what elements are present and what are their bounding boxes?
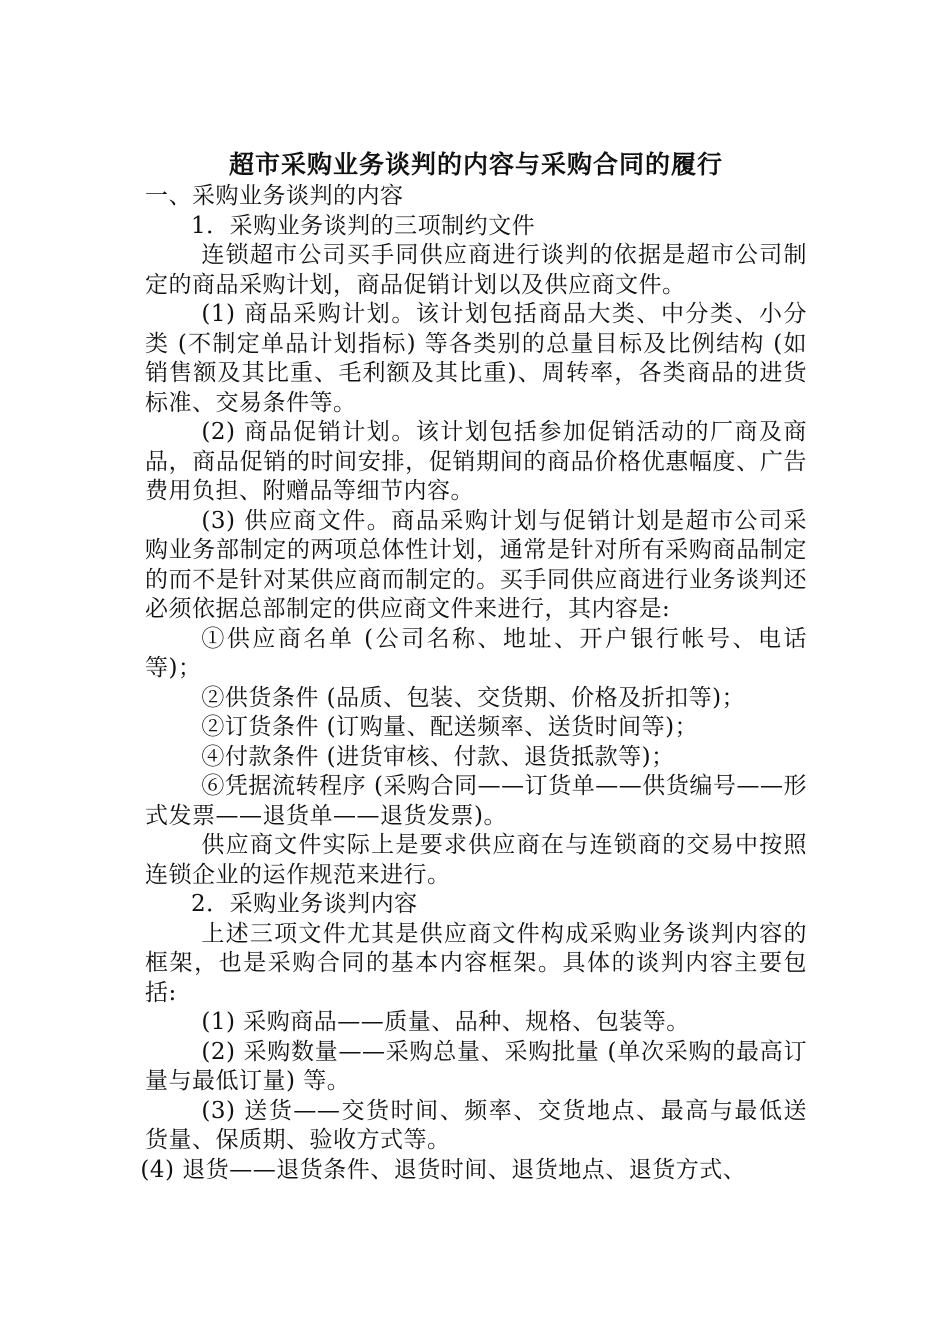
list-item: ②供货条件 (品质、包装、交货期、价格及折扣等)； <box>201 684 746 711</box>
subsection-heading: 2．采购业务谈判内容 <box>191 891 418 917</box>
paragraph: 上述三项文件尤其是供应商文件构成采购业务谈判内容的框架，也是采购合同的基本内容框架。具体的谈判内容主要包括: <box>145 920 807 1006</box>
list-item: (2) 采购数量——采购总量、采购批量 (单次采购的最高订量与最低订量) 等。 <box>145 1038 807 1094</box>
list-item: (4) 退货——退货条件、退货时间、退货地点、退货方式、 <box>140 1156 747 1183</box>
list-item: (1) 采购商品——质量、品种、规格、包装等。 <box>201 1009 690 1035</box>
list-item: ①供应商名单 (公司名称、地址、开户银行帐号、电话等)； <box>145 625 807 681</box>
document-body <box>140 148 807 1185</box>
paragraph: 连锁超市公司买手同供应商进行谈判的依据是超市公司制定的商品采购计划，商品促销计划以及供应商文件。 <box>145 242 807 298</box>
subsection-heading: 1．采购业务谈判的三项制约文件 <box>191 212 536 239</box>
paragraph: (2) 商品促销计划。该计划包括参加促销活动的厂商及商品，商品促销的时间安排，促销期间的商品价格优惠幅度、广告费用负担、附赠品等细节内容。 <box>145 419 807 504</box>
list-item: ⑥凭据流转程序 (采购合同——订货单——供货编号——形式发票——退货单——退货发票)。 <box>145 773 807 829</box>
paragraph: (3) 供应商文件。商品采购计划与促销计划是超市公司采购业务部制定的两项总体性计划，通常是针对所有采购商品制定的而不是针对某供应商而制定的。买手同供应商进行业务谈判还必须依据总部制定的供应商文件来进行，其内容是: <box>145 507 807 622</box>
paragraph: (1) 商品采购计划。该计划包括商品大类、中分类、小分类 (不制定单品计划指标) 等各类别的总量目标及比例结构 (如销售额及其比重、毛利额及其比重)、周转率，各类商品的进货标准、交易条件等。 <box>145 301 807 416</box>
section-heading: 一、采购业务谈判的内容 <box>145 183 404 209</box>
list-item: ②订货条件 (订购量、配送频率、送货时间等)； <box>201 714 699 740</box>
list-item: (3) 送货——交货时间、频率、交货地点、最高与最低送货量、保质期、验收方式等。 <box>145 1097 807 1153</box>
paragraph: 供应商文件实际上是要求供应商在与连锁商的交易中按照连锁企业的运作规范来进行。 <box>145 832 807 888</box>
list-item: ④付款条件 (进货审核、付款、退货抵款等)； <box>201 743 675 770</box>
document-title: 超市采购业务谈判的内容与采购合同的履行 <box>228 150 723 179</box>
